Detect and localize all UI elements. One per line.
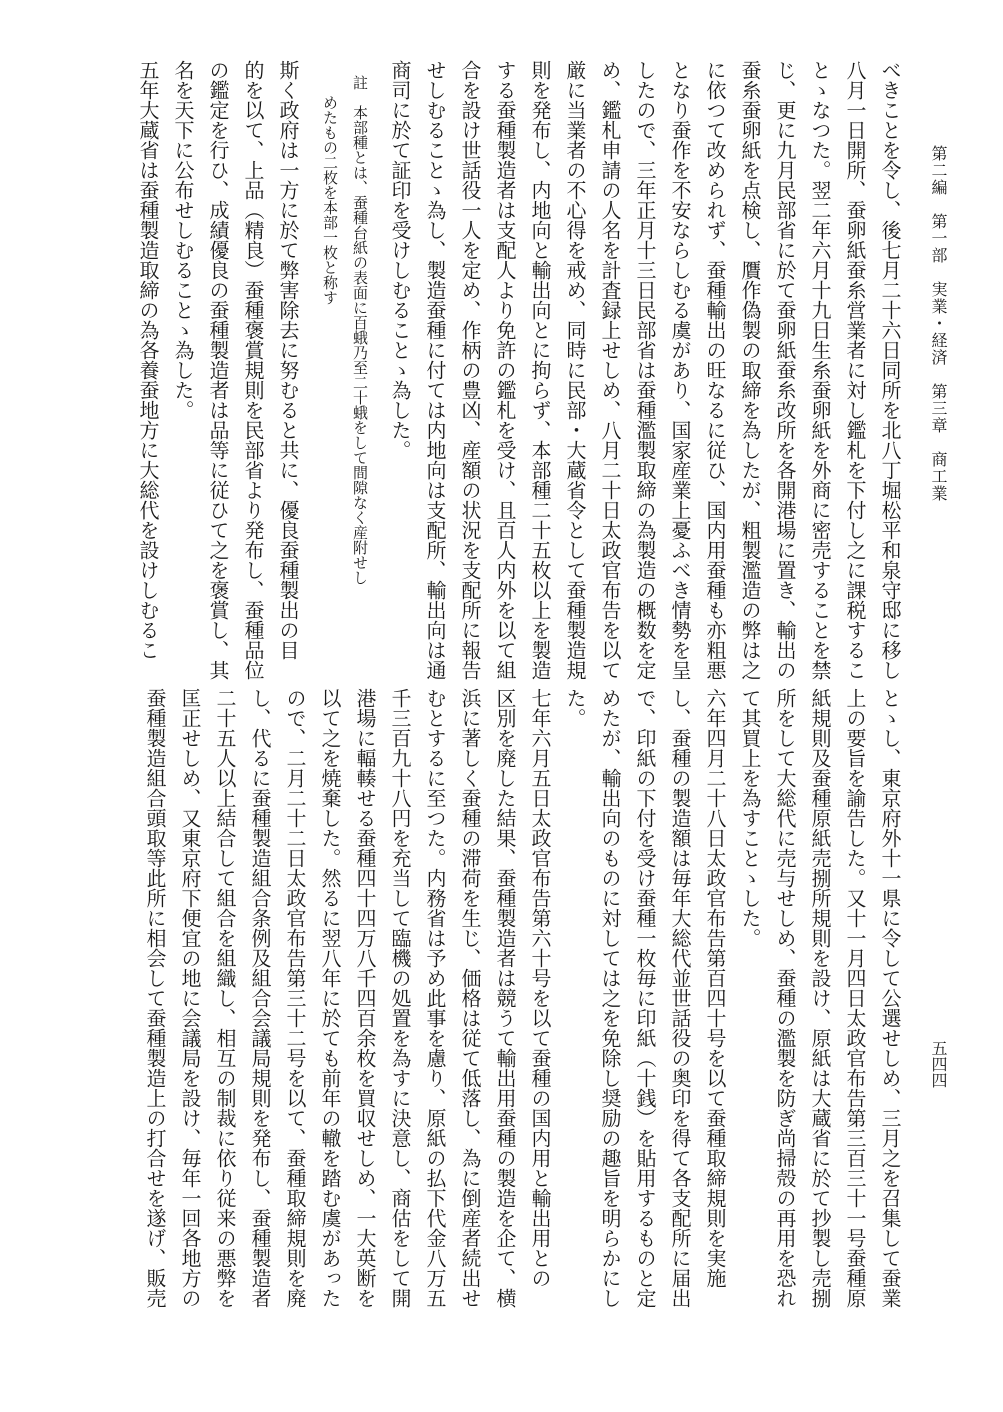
text-line: ので、二月二十二日太政官布告第三十二号を以て、蚕種取締規則を廃 [283, 688, 307, 1308]
text-line: 五年大蔵省は蚕種製造取締の為各養蚕地方に大総代を設けしむるこ [136, 60, 160, 660]
text-line: 紙規則及蚕種原紙売捌所規則を設け、原紙は大蔵省に於て抄製し売捌 [808, 688, 832, 1308]
text-line: 上の要旨を諭告した。又十一月四日太政官布告第三百三十一号蚕種原 [843, 688, 867, 1308]
text-line: め、鑑札申請の人名を計査録上せしめ、八月二十日太政官布告を以て [598, 60, 622, 680]
text-line: 所をして大総代に売与せしめ、蚕種の濫製を防ぎ尚掃殻の再用を恐れ [773, 688, 797, 1308]
text-line: て其買上を為すことゝした。 [738, 688, 762, 948]
text-line: で、印紙の下付を受け蚕種一枚毎に印紙（十銭）を貼用するものと定 [633, 688, 657, 1308]
text-line: とゝし、東京府外十一県に令して公選せしめ、三月之を召集して蚕業 [878, 688, 902, 1308]
text-line: 以て之を焼棄した。然るに翌八年に於ても前年の轍を踏む虞があった [318, 688, 342, 1308]
text-line: せしむることゝ為し、製造蚕種に付ては内地向は支配所、輸出向は通 [423, 60, 447, 680]
text-line: 匡正せしめ、又東京府下便宜の地に会議局を設け、毎年一回各地方の [178, 688, 202, 1308]
text-line: むとするに至つた。内務省は予め此事を慮り、原紙の払下代金八万五 [423, 688, 447, 1308]
text-line: し、代るに蚕種製造組合条例及組合会議局規則を発布し、蚕種製造者 [248, 688, 272, 1308]
text-line: じ、更に九月民部省に於て蚕卵紙蚕糸改所を各開港場に置き、輸出の [773, 60, 797, 680]
text-line: 六年四月二十八日太政官布告第百四十号を以て蚕種取締規則を実施 [703, 688, 727, 1288]
text-line: 蚕糸蚕卵紙を点検し、贋作偽製の取締を為したが、粗製濫造の弊は之 [738, 60, 762, 680]
text-line: し、蚕種の製造額は毎年大総代並世話役の奥印を得て各支配所に届出 [668, 688, 692, 1308]
text-line: の鑑定を行ひ、成績優良の蚕種製造者は品等に従ひて之を褒賞し、其 [206, 60, 230, 680]
text-line: となり蚕作を不安ならしむる虞があり、国家産業上憂ふべき情勢を呈 [668, 60, 692, 680]
text-line: べきことを令し、後七月二十六日同所を北八丁堀松平和泉守邸に移し [878, 60, 902, 680]
text-line: 区別を廃した結果、蚕種製造者は競うて輸出用蚕種の製造を企て、横 [493, 688, 517, 1308]
text-line: 斯く政府は一方に於て弊害除去に努むると共に、優良蚕種製出の目 [276, 60, 300, 660]
text-line: 千三百九十八円を充当して臨機の処置を為すに決意し、商估をして開 [388, 688, 412, 1308]
text-line: 八月一日開所、蚕卵紙蚕糸営業者に対し鑑札を下付し之に課税するこ [843, 60, 867, 680]
text-line: に依つて改められず、蚕種輸出の旺なるに従ひ、国内用蚕種も亦粗悪 [703, 60, 727, 680]
text-line: 則を発布し、内地向と輸出向とに拘らず、本部種二十五枚以上を製造 [528, 60, 552, 680]
text-line: 七年六月五日太政官布告第六十号を以て蚕種の国内用と輸出用との [528, 688, 552, 1288]
text-line: 商司に於て証印を受けしむることゝ為した。 [388, 60, 412, 460]
text-line: したので、三年正月十三日民部省は蚕種濫製取締の為製造の概数を定 [633, 60, 657, 680]
text-line: 浜に著しく蚕種の滞荷を生じ、価格は従て低落し、為に倒産者続出せ [458, 688, 482, 1308]
text-line: た。 [563, 688, 587, 728]
text-line: 二十五人以上結合して組合を組織し、相互の制裁に依り従来の悪弊を [213, 688, 237, 1308]
text-line: めたが、輸出向のものに対しては之を免除し奨励の趣旨を明らかにし [598, 688, 622, 1308]
page-number: 五四四 [929, 1040, 948, 1088]
text-line: 名を天下に公布せしむることゝ為した。 [171, 60, 195, 420]
text-line: する蚕種製造者は支配人より免許の鑑札を受け、且百人内外を以て組 [493, 60, 517, 680]
footnote-line: めたもの二枚を本部一枚と称す [321, 95, 339, 305]
text-line: 港場に輻輳せる蚕種四十四万八千四百余枚を買収せしめ、一大英断を [353, 688, 377, 1308]
running-head: 第二編 第一部 実業・経済 第三章 商工業 [929, 145, 948, 502]
text-line: 厳に当業者の不心得を戒め、同時に民部・大蔵省令として蚕種製造規 [563, 60, 587, 680]
text-line: 的を以て、上品（精良）蚕種褒賞規則を民部省より発布し、蚕種品位 [241, 60, 265, 680]
text-line: とゝなつた。翌二年六月十九日生糸蚕卵紙を外商に密売することを禁 [808, 60, 832, 680]
text-line: 蚕種製造組合頭取等此所に相会して蚕種製造上の打合せを遂げ、販売 [143, 688, 167, 1308]
footnote-line: 註 本部種とは、蚕種台紙の表面に百蛾乃至二十蛾をして間隙なく産附せし [351, 75, 369, 585]
text-line: 合を設け世話役一人を定め、作柄の豊凶、産額の状況を支配所に報告 [458, 60, 482, 680]
